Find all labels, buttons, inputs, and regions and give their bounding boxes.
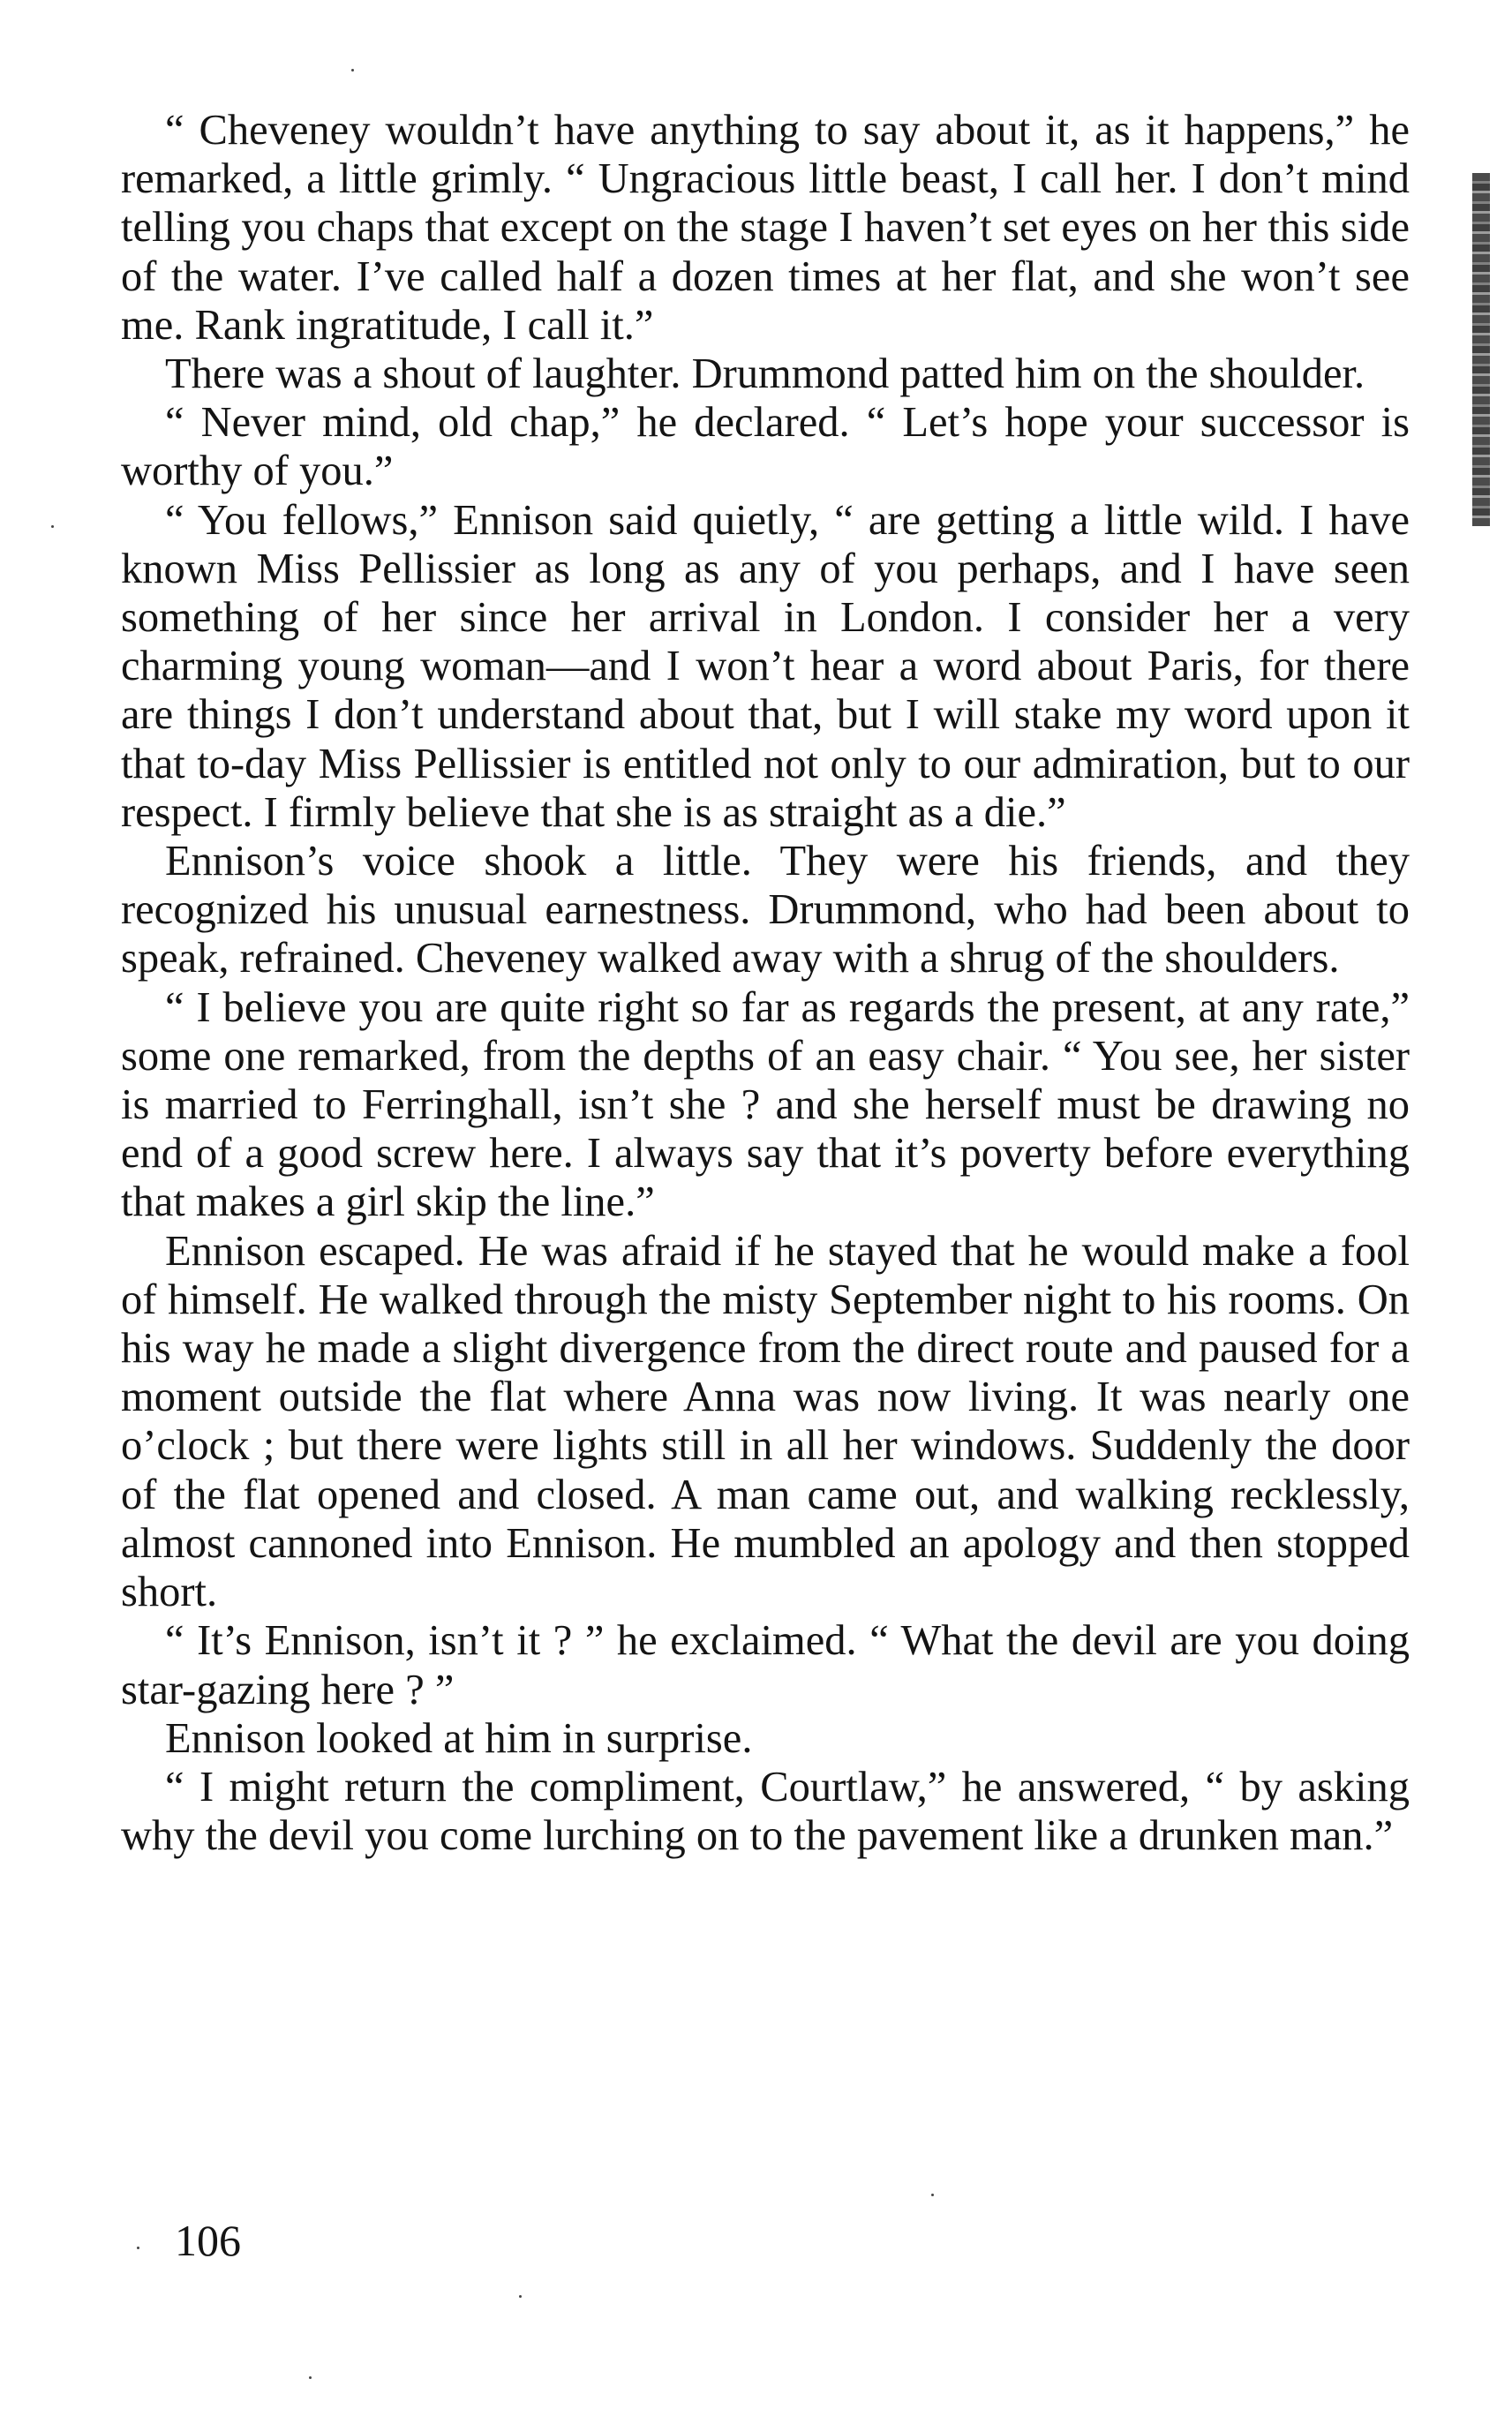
paragraph: Ennison escaped. He was afraid if he stayed that he would make a fool of himself. He walked through the misty September night to his rooms. On his way he made a slight divergence from the direct route and paused for a moment outside the flat where Anna was now living. It was nearly one o’clock ; but there were lights still in all her windows. Suddenly the door of the flat opened and closed. A man came out, and walking recklessly, almost cannoned into Ennison. He mumbled an apology and then stopped short. [121,1227,1410,1616]
paper-speck [137,2247,139,2249]
paper-speck [51,525,54,528]
paragraph: “ Never mind, old chap,” he declared. “ Let’s hope your successor is worthy of you.” [121,399,1410,495]
paragraph: Ennison looked at him in surprise. [165,1714,753,1762]
paper-speck [519,2295,522,2298]
page-edge-shadow [1472,173,1490,526]
paper-speck [351,69,354,72]
paragraph: “ I might return the compliment, Courtlaw,” he answered, “ by asking why the devil you come lurching on to the pavement like a drunken man.” [121,1763,1410,1860]
paragraph: Ennison’s voice shook a little. They were his friends, and they recognized his unusual earnestness. Drummond, who had been about to speak, refrained. Cheveney walked away with a shrug of the shoulders. [121,838,1410,982]
paragraph: “ It’s Ennison, isn’t it ? ” he exclaimed. “ What the devil are you doing star-gazing here ? ” [121,1617,1410,1713]
paper-speck [931,2194,934,2196]
body-text [121,106,1410,1860]
paragraph: “ Cheveney wouldn’t have anything to say about it, as it happens,” he remarked, a little grimly. “ Ungracious little beast, I call her. I don’t mind telling you chaps that except on the stage I haven’t set eyes on her this side of the water. I’ve called half a dozen times at her flat, and she won’t see me. Rank ingratitude, I call it.” [121,107,1410,349]
paragraph: “ I believe you are quite right so far as regards the present, at any rate,” some one remarked, from the depths of an easy chair. “ You see, her sister is married to Ferringhall, isn’t she ? and she herself must be drawing no end of a good screw here. I always say that it’s poverty before everything that makes a girl skip the line.” [121,983,1410,1226]
paragraph: There was a shout of laughter. Drummond patted him on the shoulder. [165,350,1365,398]
paper-speck [309,2376,312,2379]
page-number: 106 [175,2216,241,2265]
paragraph: “ You fellows,” Ennison said quietly, “ are getting a little wild. I have known Miss Pellissier as long as any of you perhaps, and I have seen something of her since her arrival in London. I consider her a very charming young woman—and I won’t hear a word about Paris, for there are things I don’t understand about that, but I will stake my word upon it that to-day Miss Pellissier is entitled not only to our admiration, but to our respect. I firmly believe that she is as straight as a die.” [121,496,1410,836]
